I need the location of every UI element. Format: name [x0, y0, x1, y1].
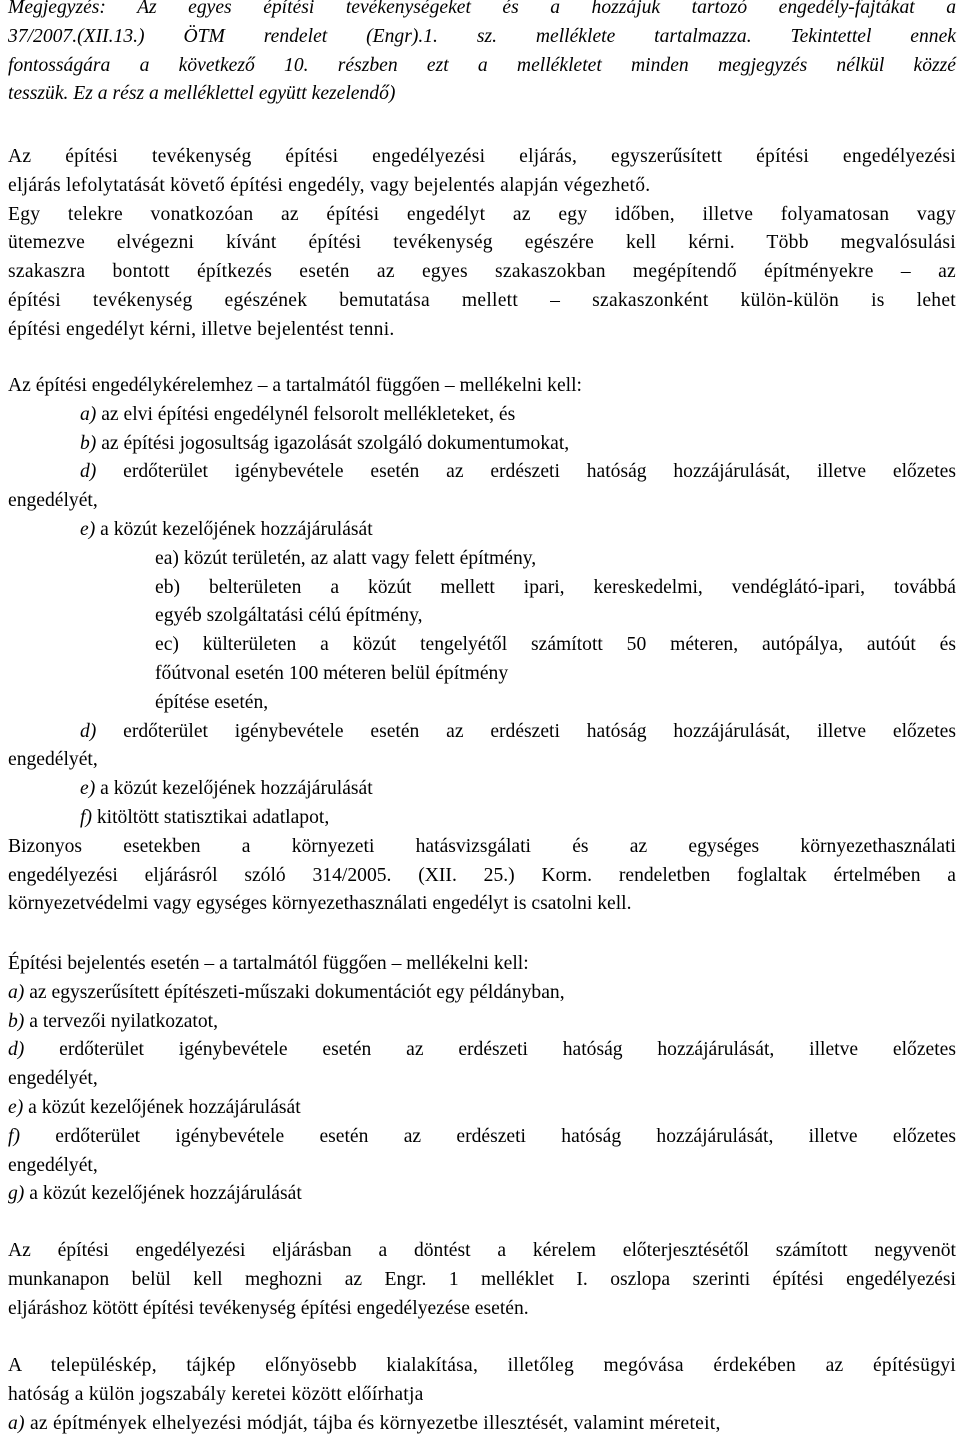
text-line: környezetvédelmi vagy egységes környezethasználati engedélyt is csatolni kell. — [8, 893, 632, 915]
list-item: a) az építmények elhelyezési módját, tájba és környezetbe illesztését, valamint méreteit, — [8, 1412, 721, 1434]
list-item: a) az elvi építési engedélynél felsorolt mellékleteket, és — [80, 403, 516, 425]
sub-list-item: építése esetén, — [155, 691, 269, 713]
text-line: Az építési engedélyezési eljárásban a döntést a kérelem előterjesztésétől számított negyvenöt — [8, 1240, 956, 1261]
sub-list-item: eb) belterületen a közút mellett ipari, kereskedelmi, vendéglátó-ipari, továbbá — [155, 576, 956, 598]
note-line: fontosságára a következő 10. részben ezt a mellékletet minden megjegyzés nélkül közzé — [8, 54, 956, 76]
list-item: e) a közút kezelőjének hozzájárulását — [8, 1096, 301, 1118]
notification-attachments-section — [8, 950, 956, 1209]
text-line: szakaszra bontott építkezés esetén az egyes szakaszokban megépítendő építményekre – az — [8, 261, 956, 283]
text-line: építési engedélyt kérni, illetve bejelentést tenni. — [8, 318, 395, 340]
text-line: Egy telekre vonatkozóan az építési engedélyt az egy időben, illetve folyamatosan vagy — [8, 203, 956, 225]
list-item: f) kitöltött statisztikai adatlapot, — [80, 806, 330, 828]
section-intro: Építési bejelentés esetén – a tartalmától függően – mellékelni kell: — [8, 953, 529, 974]
text-line: ütemezve elvégezni kívánt építési tevékenység egészére kell kérni. Több megvalósulási — [8, 232, 956, 254]
text-line: Az építési tevékenység építési engedélyezési eljárás, egyszerűsített építési engedélyezési — [8, 146, 956, 167]
paragraph-townscape — [8, 1352, 956, 1438]
text-line: építési tevékenység egészének bemutatása mellett – szakaszonként külön-külön is lehet — [8, 289, 956, 311]
section-intro: Az építési engedélykérelemhez – a tartalmától függően – mellékelni kell: — [8, 375, 582, 396]
list-item-continuation: engedélyét, — [8, 1068, 98, 1090]
text-line: eljáráshoz kötött építési tevékenység építési engedélyezése esetén. — [8, 1297, 529, 1319]
list-item: e) a közút kezelőjének hozzájárulását — [80, 778, 373, 800]
list-item: d) erdőterület igénybevétele esetén az erdészeti hatóság hozzájárulását, illetve előzetes — [80, 461, 956, 483]
list-item-continuation: engedélyét, — [8, 490, 98, 512]
list-item: d) erdőterület igénybevétele esetén az erdészeti hatóság hozzájárulását, illetve előzetes — [8, 1039, 956, 1061]
text-line: eljárás lefolytatását követő építési engedély, vagy bejelentés alapján végezhető. — [8, 174, 651, 196]
text-line: A településkép, tájkép előnyösebb kialakítása, illetőleg megóvása érdekében az építésügyi — [8, 1355, 956, 1376]
text-line: munkanapon belül kell meghozni az Engr. 1 melléklet I. oszlopa szerinti építési engedélyezési — [8, 1268, 956, 1290]
list-item-continuation: engedélyét, — [8, 1154, 98, 1176]
list-item: g) a közút kezelőjének hozzájárulását — [8, 1183, 302, 1205]
paragraph-decision-deadline — [8, 1237, 956, 1323]
note-line: 37/2007.(XII.13.) ÖTM rendelet (Engr).1. sz. melléklete tartalmazza. Tekintettel ennek — [8, 25, 956, 47]
list-item-continuation: engedélyét, — [8, 749, 98, 771]
list-item: b) az építési jogosultság igazolását szolgáló dokumentumokat, — [80, 432, 570, 454]
list-item: d) erdőterület igénybevétele esetén az erdészeti hatóság hozzájárulását, illetve előzetes — [80, 720, 956, 742]
sub-list-item: ea) közút területén, az alatt vagy felett építmény, — [155, 547, 537, 569]
list-item: f) erdőterület igénybevétele esetén az erdészeti hatóság hozzájárulását, illetve előzetes — [8, 1125, 956, 1147]
list-item: a) az egyszerűsített építészeti-műszaki dokumentációt egy példányban, — [8, 981, 565, 1003]
note-line: tesszük. Ez a rész a melléklettel együtt kezelendő) — [8, 83, 396, 105]
sub-list-item-continuation: főútvonal esetén 100 méteren belül építmény — [155, 662, 509, 684]
sub-list-item-continuation: egyéb szolgáltatási célú építmény, — [155, 605, 423, 627]
permit-attachments-section — [8, 372, 956, 919]
note-line: Megjegyzés: Az egyes építési tevékenységeket és a hozzájuk tartozó engedély-fajtákat a — [8, 0, 956, 18]
list-item: b) a tervezői nyilatkozatot, — [8, 1010, 219, 1032]
paragraph-building-activity — [8, 143, 956, 345]
text-line: hatóság a külön jogszabály keretei között előírhatja — [8, 1383, 424, 1405]
text-line: Bizonyos esetekben a környezeti hatásvizsgálati és az egységes környezethasználati — [8, 835, 956, 857]
text-line: engedélyezési eljárásról szóló 314/2005. (XII. 25.) Korm. rendeletben foglaltak értelmében a — [8, 864, 956, 886]
note-block — [8, 0, 956, 109]
list-item: e) a közút kezelőjének hozzájárulását — [80, 518, 373, 540]
sub-list-item: ec) külterületen a közút tengelyétől számított 50 méteren, autópálya, autóút és — [155, 634, 956, 656]
